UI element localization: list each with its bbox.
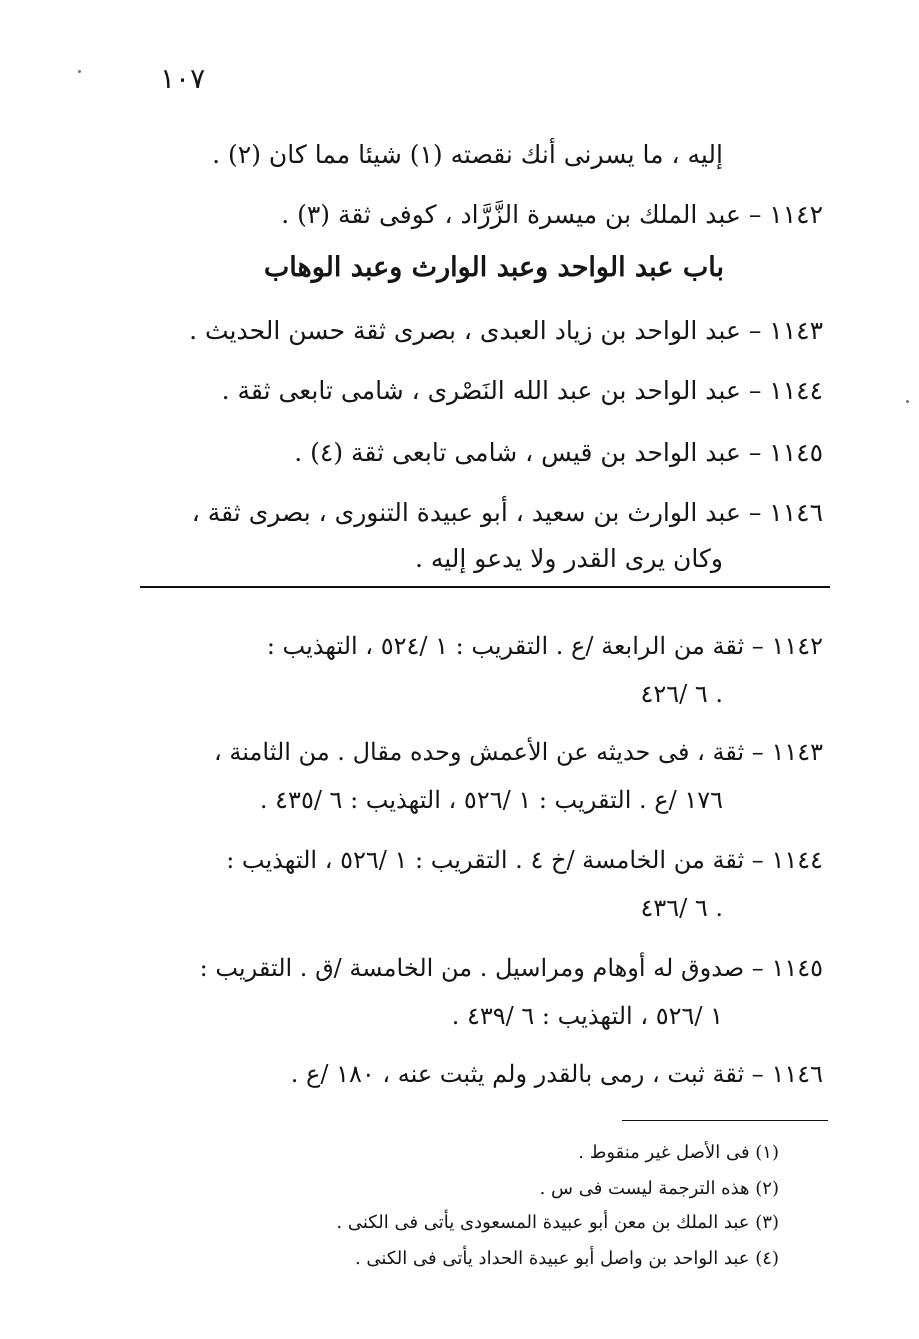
footnote-4: (٤) عبد الواحد بن واصل أبو عبيدة الحداد يأتى فى الكنى .: [354, 1248, 779, 1269]
entry-1144: ١١٤٤ – عبد الواحد بن عبد الله النَصْرى ، شامى تابعى ثقة .: [221, 376, 823, 405]
footnote-1: (١) فى الأصل غير منقوط .: [578, 1142, 779, 1163]
note-1143-continuation: ١٧٦ /ع . التقريب : ١ /٥٢٦ ، التهذيب : ٦ /٤٣٥ .: [259, 786, 723, 814]
scan-speck: [78, 70, 81, 73]
note-1144-continuation: ٦ /٤٣٦ .: [640, 894, 723, 922]
note-1142: ١١٤٢ – ثقة من الرابعة /ع . التقريب : ١ /٥٢٤ ، التهذيب :: [266, 632, 823, 660]
entry-1146-continuation: وكان يرى القدر ولا يدعو إليه .: [414, 544, 723, 573]
note-1145: ١١٤٥ – صدوق له أوهام ومراسيل . من الخامسة /ق . التقريب :: [199, 954, 823, 982]
scan-speck: [906, 400, 909, 403]
page-number: ١٠٧: [160, 62, 206, 95]
main-separator-rule: [140, 586, 830, 588]
entry-1146: ١١٤٦ – عبد الوارث بن سعيد ، أبو عبيدة التنورى ، بصرى ثقة ،: [191, 498, 823, 527]
entry-1142: ١١٤٢ – عبد الملك بن ميسرة الزَّرَّاد ، كوفى ثقة (٣) .: [281, 200, 823, 229]
note-1143: ١١٤٣ – ثقة ، فى حديثه عن الأعمش وحده مقال . من الثامنة ،: [214, 738, 823, 766]
footnote-2: (٢) هذه الترجمة ليست فى س .: [539, 1178, 779, 1199]
footnote-separator-rule: [622, 1120, 828, 1121]
entry-1143: ١١٤٣ – عبد الواحد بن زياد العبدى ، بصرى ثقة حسن الحديث .: [189, 316, 823, 345]
footnote-3: (٣) عبد الملك بن معن أبو عبيدة المسعودى يأتى فى الكنى .: [336, 1212, 779, 1233]
entry-1145: ١١٤٥ – عبد الواحد بن قيس ، شامى تابعى ثقة (٤) .: [294, 438, 823, 467]
note-1146: ١١٤٦ – ثقة ثبت ، رمى بالقدر ولم يثبت عنه ، ١٨٠ /ع .: [290, 1060, 823, 1088]
note-1142-continuation: ٦ /٤٢٦ .: [640, 680, 723, 708]
note-1145-continuation: ١ /٥٢٦ ، التهذيب : ٦ /٤٣٩ .: [451, 1002, 723, 1030]
note-1144: ١١٤٤ – ثقة من الخامسة /خ ٤ . التقريب : ١ /٥٢٦ ، التهذيب :: [226, 846, 823, 874]
main-text-line: إليه ، ما يسرنى أنك نقصته (١) شيئا مما كان (٢) .: [212, 140, 723, 169]
section-heading: باب عبد الواحد وعبد الوارث وعبد الوهاب: [263, 252, 724, 283]
